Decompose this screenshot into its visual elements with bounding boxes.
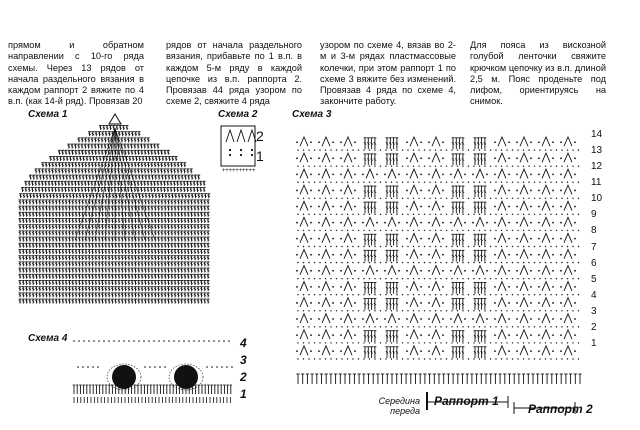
scheme4-row-4: 4 — [240, 336, 247, 350]
svg-text:+: + — [235, 168, 239, 174]
scheme3-row-12: 12 — [591, 161, 603, 173]
svg-text:+: + — [231, 168, 236, 174]
svg-text:+: + — [245, 168, 249, 174]
scheme3-row-9: 9 — [591, 209, 597, 221]
svg-text:+: + — [238, 168, 243, 174]
repeat1-label: Раппорт 1 — [434, 394, 499, 408]
text-column-2: рядов от начала раздельного вязания, прибавьте по 1 в.п. в каждом 5-м ряду в каждой цепочке из в.п. раппорта 2. Провязав 44 ряда узором по схеме 2, свяжите 4 ряда — [166, 40, 302, 107]
repeat2-label: Раппорт 2 — [528, 402, 593, 416]
scheme3-diagram — [296, 137, 581, 384]
scheme2-frame — [221, 126, 255, 166]
text-column-4: Для пояса из вискозной голубой ленточки свяжите крючком цепочку из в.п. длиной 2,5 м. Пояс проденьте под лифом, ориентируясь на снимок. — [470, 40, 606, 107]
svg-text:+: + — [228, 168, 233, 174]
scheme3-row-13: 13 — [591, 145, 603, 157]
svg-text:+: + — [241, 168, 246, 174]
scheme3-row-3: 3 — [591, 305, 597, 317]
scheme3-row-4: 4 — [591, 289, 597, 301]
scheme2-row-2: 2 — [256, 128, 264, 144]
text-column-3: узором по схеме 4, вязав во 2-м и 3-м рядах пластмассовые колечки, при этом раппорт 1 по схеме 3 вяжите без изменений. Провязав 4 ряда по схеме 4, закончите работу. — [320, 40, 456, 107]
scheme4-row-3: 3 — [240, 353, 247, 367]
scheme3-row-1: 1 — [591, 337, 597, 349]
scheme3-row-7: 7 — [591, 241, 597, 253]
scheme3-row-6: 6 — [591, 257, 597, 269]
scheme3-row-11: 11 — [591, 177, 602, 189]
scheme1-diagram — [19, 114, 211, 304]
text-column-1: прямом и обратном направлении с 10-го ряда схемы. Через 13 рядов от начала раздельного вязания в каждом раппорт 2 вяжите по 4 в.п. (как 14-й ряд). Провязав 20 — [8, 40, 144, 107]
legend-marks — [427, 392, 575, 414]
scheme2-label: Схема 2 — [218, 109, 258, 120]
scheme3-row-5: 5 — [591, 273, 597, 285]
scheme3-label: Схема 3 — [292, 109, 332, 120]
svg-text:+: + — [248, 168, 252, 174]
scheme1-label: Схема 1 — [28, 109, 68, 120]
scheme3-row-14: 14 — [591, 129, 603, 140]
scheme3-row-10: 10 — [591, 193, 603, 205]
svg-text:+: + — [222, 168, 226, 174]
scheme4-label: Схема 4 — [28, 333, 68, 344]
scheme3-row-2: 2 — [591, 321, 597, 333]
scheme2-row-1: 1 — [256, 148, 264, 164]
scheme2-diagram — [222, 130, 256, 174]
scheme4-row-2: 2 — [240, 370, 247, 384]
svg-text:+: + — [251, 168, 256, 174]
svg-text:+: + — [225, 168, 229, 174]
middle-front-label: Середина переда — [378, 396, 420, 416]
scheme4-diagram — [73, 340, 233, 403]
scheme3-row-8: 8 — [591, 225, 597, 237]
scheme4-row-1: 1 — [240, 387, 247, 401]
